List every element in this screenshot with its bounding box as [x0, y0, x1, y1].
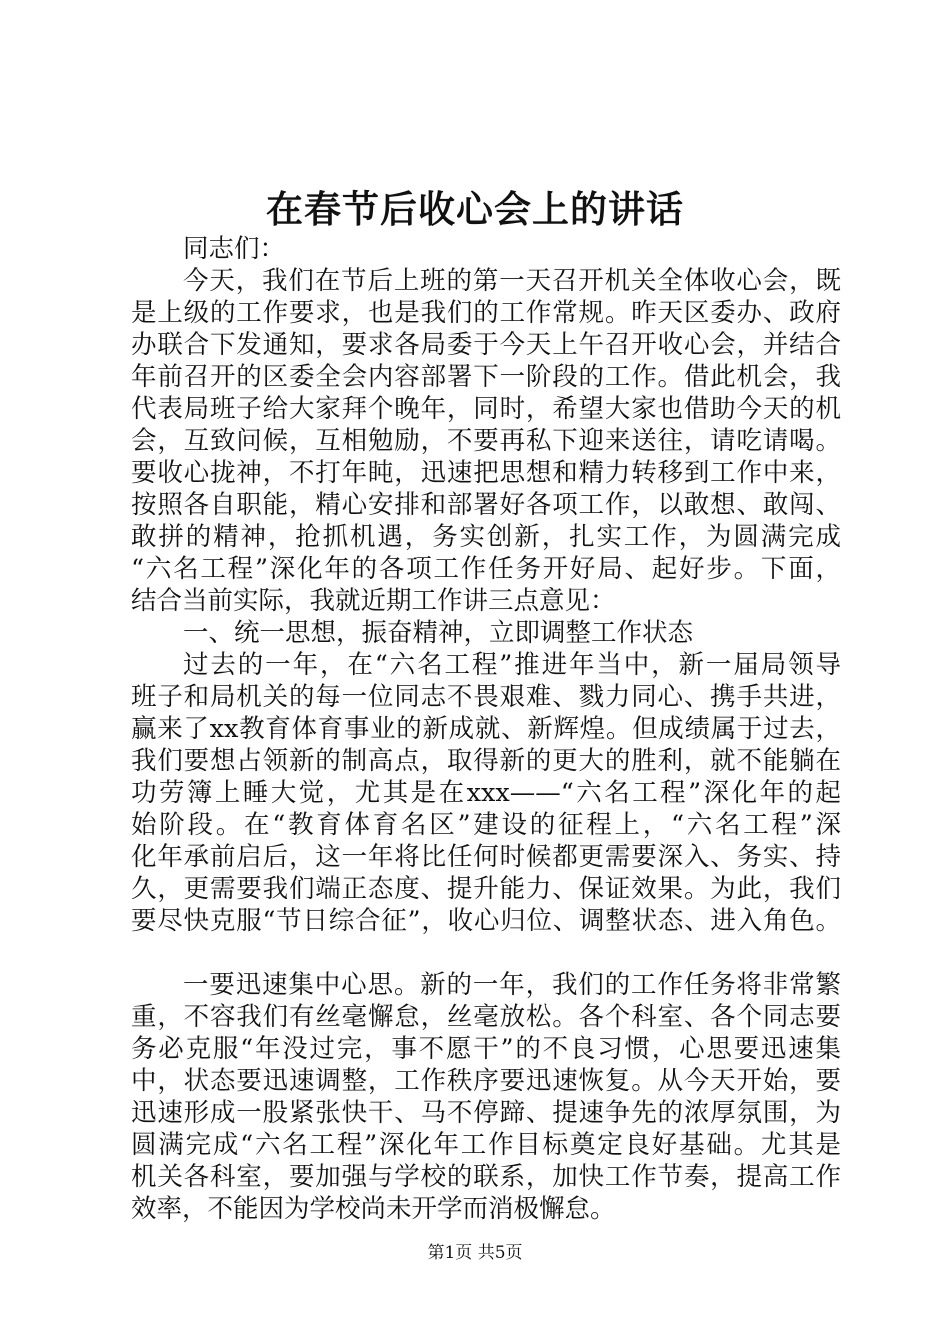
document-body: [131, 233, 841, 1225]
salutation: 同志们：: [183, 234, 286, 264]
text-line: 始阶段。在“教育体育名区”建设的征程上，“六名工程”深: [131, 810, 841, 840]
text-line: 我们要想占领新的制高点，取得新的更大的胜利，就不能躺在: [131, 746, 841, 776]
text-line: 中，状态要迅速调整，工作秩序要迅速恢复。从今天开始，要: [131, 1066, 841, 1096]
text-line: 效率，不能因为学校尚未开学而消极懈怠。: [131, 1194, 616, 1224]
text-line: 按照各自职能，精心安排和部署好各项工作，以敢想、敢闯、: [131, 490, 841, 520]
text-line: 今天，我们在节后上班的第一天召开机关全体收心会，既: [183, 266, 841, 296]
text-line: 过去的一年，在“六名工程”推进年当中，新一届局领导: [183, 650, 841, 680]
text-line: 办联合下发通知，要求各局委于今天上午召开收心会，并结合: [131, 330, 841, 360]
paragraph-focus: [131, 969, 841, 1225]
paragraph-intro: [131, 265, 841, 617]
text-line: 化年承前启后，这一年将比任何时候都更需要深入、务实、持: [131, 842, 841, 872]
text-line: 圆满完成“六名工程”深化年工作目标奠定良好基础。尤其是: [131, 1130, 841, 1160]
text-line: 要尽快克服“节日综合征”，收心归位、调整状态、进入角色。: [131, 906, 841, 936]
text-line: 结合当前实际，我就近期工作讲三点意见：: [131, 586, 616, 616]
text-line: 久，更需要我们端正态度、提升能力、保证效果。为此，我们: [131, 874, 841, 904]
page-footer: 第1页 共5页: [427, 1243, 523, 1263]
text-line: 一要迅速集中心思。新的一年，我们的工作任务将非常繁: [183, 970, 841, 1000]
text-line: 班子和局机关的每一位同志不畏艰难、戮力同心、携手共进，: [131, 682, 841, 712]
text-line: 敢拼的精神，抢抓机遇，务实创新，扎实工作，为圆满完成: [131, 522, 841, 552]
section-heading: [131, 617, 841, 649]
text-line: 重，不容我们有丝毫懈怠，丝毫放松。各个科室、各个同志要: [131, 1002, 841, 1032]
text-line: “六名工程”深化年的各项工作任务开好局、起好步。下面，: [131, 554, 841, 584]
text-line: 机关各科室，要加强与学校的联系，加快工作节奏，提高工作: [131, 1162, 841, 1192]
text-line: 迅速形成一股紧张快干、马不停蹄、提速争先的浓厚氛围，为: [131, 1098, 841, 1128]
text-line: 要收心拢神，不打年盹，迅速把思想和精力转移到工作中来，: [131, 458, 841, 488]
document-title: 在春节后收心会上的讲话: [266, 187, 684, 231]
text-line: 功劳簿上睡大觉，尤其是在xxx——“六名工程”深化年的起: [131, 778, 841, 808]
text-line: 一、统一思想，振奋精神，立即调整工作状态: [183, 618, 694, 648]
text-line: 务必克服“年没过完，事不愿干”的不良习惯，心思要迅速集: [131, 1034, 841, 1064]
text-line: 年前召开的区委全会内容部署下一阶段的工作。借此机会，我: [131, 362, 841, 392]
text-line: 代表局班子给大家拜个晚年，同时，希望大家也借助今天的机: [131, 394, 841, 424]
paragraph-gap: [131, 937, 841, 969]
text-line: 赢来了xx教育体育事业的新成就、新辉煌。但成绩属于过去，: [131, 714, 841, 744]
paragraph-past-year: [131, 649, 841, 937]
text-line: 是上级的工作要求，也是我们的工作常规。昨天区委办、政府: [131, 298, 841, 328]
text-line: 会，互致问候，互相勉励，不要再私下迎来送往，请吃请喝。: [131, 426, 841, 456]
